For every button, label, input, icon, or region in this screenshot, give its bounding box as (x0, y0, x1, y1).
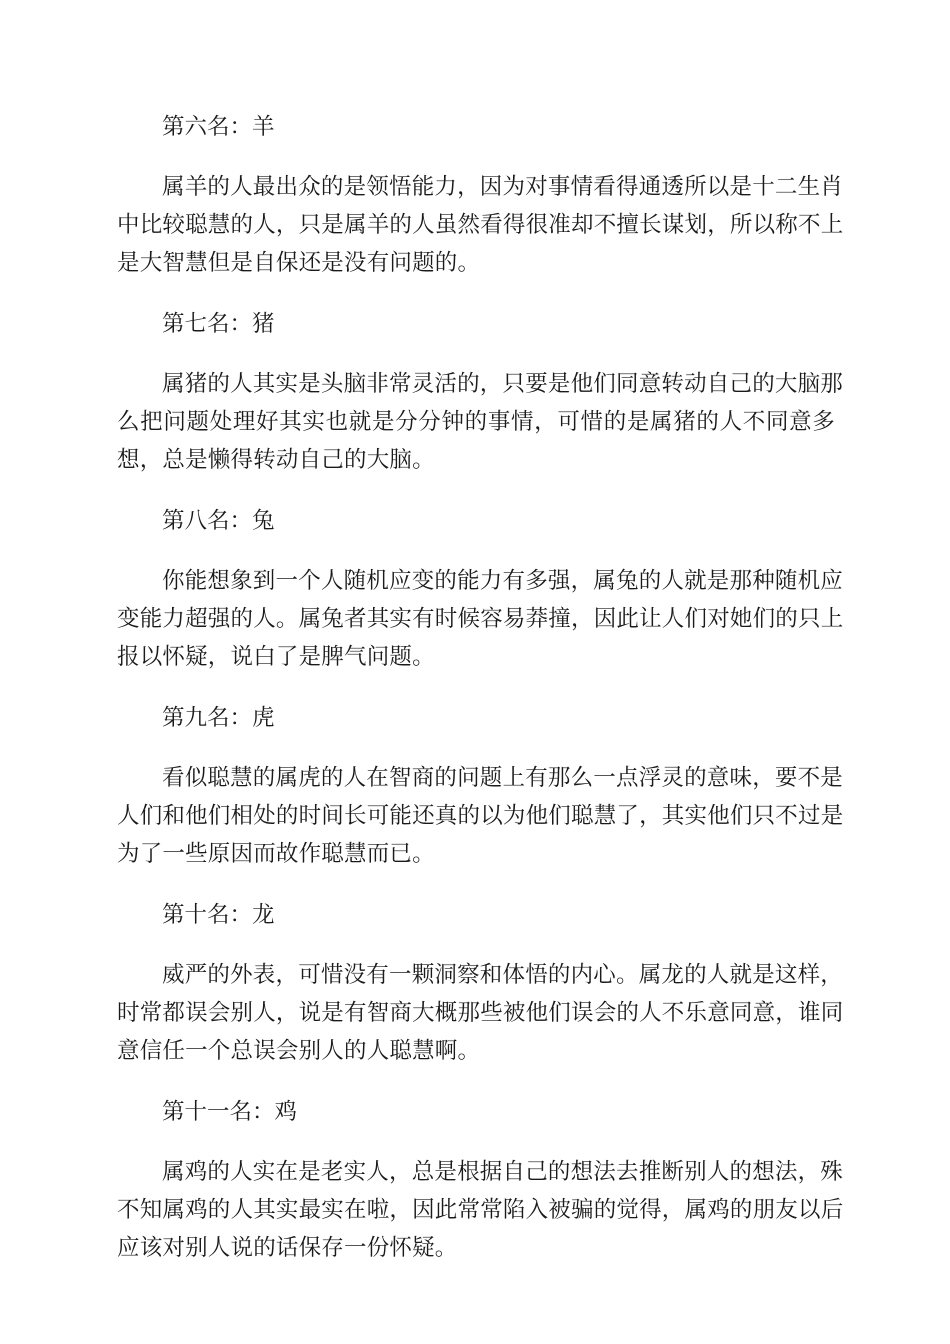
section-heading: 第六名：羊 (162, 114, 275, 140)
paragraph-line: 报以怀疑，说白了是脾气问题。 (117, 644, 435, 670)
paragraph-line: 你能想象到一个人随机应变的能力有多强，属兔的人就是那种随机应 (162, 568, 844, 594)
section-paragraph (117, 1153, 844, 1267)
paragraph-line: 威严的外表，可惜没有一颗洞察和体悟的内心。属龙的人就是这样， (162, 962, 844, 988)
section-tiger (117, 699, 844, 873)
paragraph-line: 是大智慧但是自保还是没有问题的。 (117, 250, 481, 276)
section-paragraph (117, 956, 844, 1070)
paragraph-line: 想，总是懒得转动自己的大脑。 (117, 447, 435, 473)
paragraph-line: 属猪的人其实是头脑非常灵活的，只要是他们同意转动自己的大脑那 (162, 371, 844, 397)
section-paragraph (117, 168, 844, 282)
section-heading: 第十名：龙 (162, 902, 275, 928)
section-pig (117, 305, 844, 479)
section-heading: 第八名：兔 (162, 508, 275, 534)
section-heading: 第十一名：鸡 (162, 1099, 298, 1125)
section-rooster (117, 1093, 844, 1267)
paragraph-line: 人们和他们相处的时间长可能还真的以为他们聪慧了，其实他们只不过是 (117, 803, 844, 829)
section-dragon (117, 896, 844, 1070)
paragraph-line: 时常都误会别人，说是有智商大概那些被他们误会的人不乐意同意，谁同 (117, 1000, 844, 1026)
paragraph-line: 么把问题处理好其实也就是分分钟的事情，可惜的是属猪的人不同意多 (117, 409, 835, 435)
paragraph-line: 为了一些原因而故作聪慧而已。 (117, 841, 435, 867)
section-paragraph (117, 365, 844, 479)
paragraph-line: 属羊的人最出众的是领悟能力，因为对事情看得通透所以是十二生肖 (162, 174, 844, 200)
document-page (117, 108, 844, 1290)
paragraph-line: 意信任一个总误会别人的人聪慧啊。 (117, 1038, 481, 1064)
section-heading: 第七名：猪 (162, 311, 275, 337)
paragraph-line: 中比较聪慧的人，只是属羊的人虽然看得很准却不擅长谋划，所以称不上 (117, 212, 844, 238)
paragraph-line: 变能力超强的人。属兔者其实有时候容易莽撞，因此让人们对她们的只上 (117, 606, 844, 632)
paragraph-line: 应该对别人说的话保存一份怀疑。 (117, 1235, 458, 1261)
section-paragraph (117, 562, 844, 676)
section-sheep (117, 108, 844, 282)
section-rabbit (117, 502, 844, 676)
paragraph-line: 属鸡的人实在是老实人，总是根据自己的想法去推断别人的想法，殊 (162, 1159, 844, 1185)
section-heading: 第九名：虎 (162, 705, 275, 731)
paragraph-line: 不知属鸡的人其实最实在啦，因此常常陷入被骗的觉得，属鸡的朋友以后 (117, 1197, 844, 1223)
paragraph-line: 看似聪慧的属虎的人在智商的问题上有那么一点浮灵的意味，要不是 (162, 765, 844, 791)
section-paragraph (117, 759, 844, 873)
